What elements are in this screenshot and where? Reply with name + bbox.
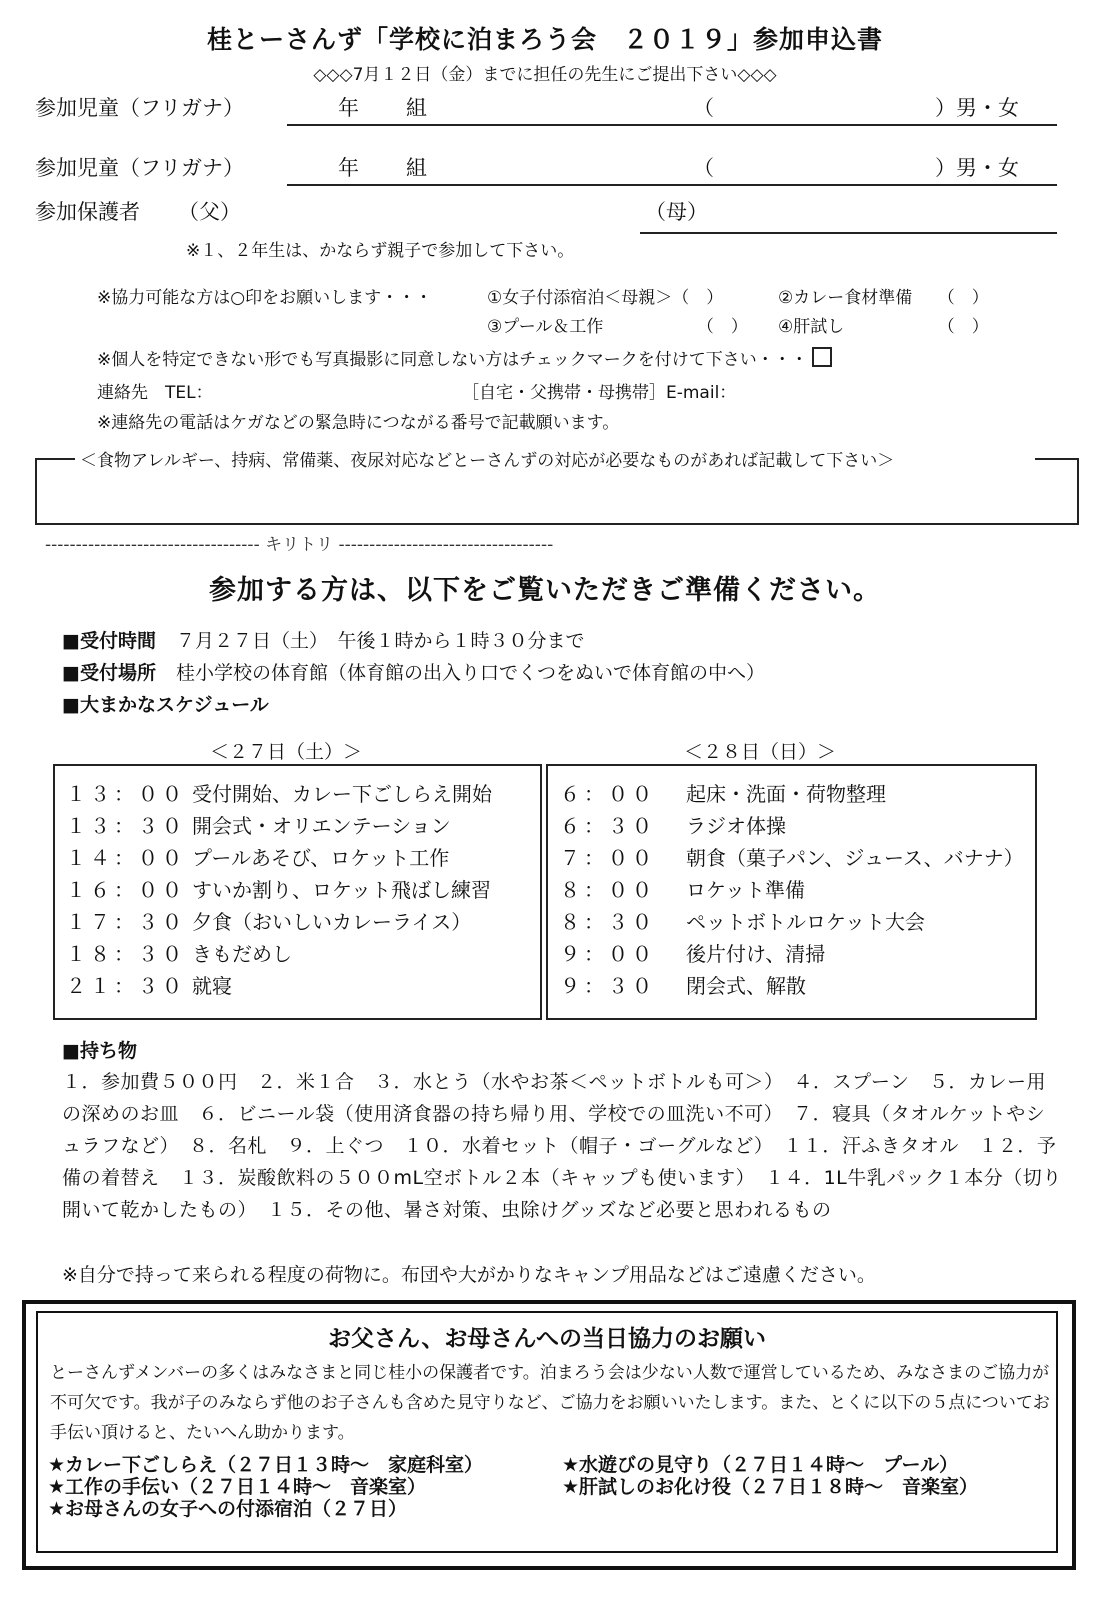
gender-choice: ）男・女 (935, 156, 1019, 180)
contact-note: ※連絡先の電話はケガなどの緊急時につながる番号で記載願います。 (97, 413, 620, 433)
day1-schedule-row (66, 906, 471, 935)
reception-place (62, 658, 765, 685)
day1-schedule-row (66, 938, 292, 967)
schedule-event: ペットボトルロケット大会 (686, 910, 925, 934)
reception-time (62, 626, 585, 653)
schedule-time: ８：００ (560, 878, 656, 902)
day2-schedule-row (560, 874, 805, 903)
schedule-time: ９：００ (560, 942, 656, 966)
schedule-time: ６：３０ (560, 814, 656, 838)
furigana-paren: （ (693, 156, 714, 180)
coop-option[interactable]: ②カレー食材準備 （ ） (778, 288, 989, 308)
day2-schedule-row (560, 938, 825, 967)
task-item: ★お母さんの女子への付添宿泊（２７日） (48, 1498, 408, 1520)
schedule-event: 夕食（おいしいカレーライス） (192, 910, 472, 934)
request-body: とーさんずメンバーの多くはみなさまと同じ桂小の保護者です。泊まろう会は少ない人数で運営しているため、みなさまのご協力が不可欠です。我が子のみならず他のお子さんも含めた見守りなど、ご協力をお願いいたします。また、とくに以下の５点についてお手伝い頂けると、たいへん助かります。 (50, 1363, 1050, 1443)
coop-intro: ※協力可能な方は○印をお願いします・・・ (97, 288, 433, 308)
day2-schedule-row (560, 970, 806, 999)
furigana-paren: （ (693, 96, 714, 120)
day1-schedule-row (66, 970, 232, 999)
day1-schedule-row (66, 778, 492, 807)
belongings-note: ※自分で持って来られる程度の荷物に。布団や大がかりなキャンプ用品などはご遠慮ください。 (62, 1264, 876, 1286)
schedule-event: 受付開始、カレー下ごしらえ開始 (192, 782, 492, 806)
schedule-event: 開会式・オリエンテーション (192, 814, 451, 838)
guardian-name-field[interactable] (640, 232, 1057, 234)
schedule-event: プールあそび、ロケット工作 (192, 846, 450, 870)
day1-schedule-row (66, 842, 449, 871)
child-label: 参加児童（フリガナ） (35, 96, 244, 120)
coop-option[interactable]: ③プール＆工作 （ ） (487, 317, 748, 337)
schedule-time: ８：３０ (560, 910, 656, 934)
child-1-name-field[interactable] (287, 124, 1057, 126)
request-title: お父さん、お母さんへの当日協力のお願い (328, 1326, 766, 1352)
schedule-time: １４：００ (66, 846, 186, 870)
day1-schedule-row (66, 874, 491, 903)
schedule-label: ■大まかなスケジュール (62, 694, 269, 716)
allergy-border (35, 458, 75, 460)
photo-optout-checkbox[interactable] (812, 347, 832, 367)
day2-schedule-row (560, 842, 1024, 871)
grade-note: ※１、２年生は、かならず親子で参加して下さい。 (186, 241, 575, 261)
schedule-time: ６：００ (560, 782, 656, 806)
schedule-time: １７：３０ (66, 910, 186, 934)
allergy-label: ＜食物アレルギー、持病、常備薬、夜尿対応などとーさんずの対応が必要なものがあれば記載して下さい＞ (80, 451, 895, 471)
reception-place-value: 桂小学校の体育館（体育館の出入り口でくつをぬいで体育館の中へ） (176, 662, 766, 684)
day1-schedule-row (66, 810, 451, 839)
task-item: ★肝試しのお化け役（２７日１８時～ 音楽室） (562, 1476, 979, 1498)
reception-time-label: ■受付時間 (62, 630, 156, 652)
day2-schedule-row (560, 906, 925, 935)
class-label: 組 (406, 156, 427, 180)
child-2-name-field[interactable] (287, 184, 1057, 186)
schedule-event: ラジオ体操 (686, 814, 786, 838)
schedule-event: ロケット準備 (686, 878, 805, 902)
grade-label: 年 (338, 96, 359, 120)
schedule-time: １６：００ (66, 878, 186, 902)
schedule-time: ２１：３０ (66, 974, 186, 998)
deadline-note: ◇◇◇7月１２日（金）までに担任の先生にご提出下さい◇◇◇ (313, 65, 777, 85)
coop-option[interactable]: ④肝試し （ ） (778, 317, 989, 337)
class-label: 組 (406, 96, 427, 120)
task-item: ★水遊びの見守り（２７日１４時～ プール） (562, 1454, 959, 1476)
schedule-event: すいか割り、ロケット飛ばし練習 (192, 878, 491, 902)
task-item: ★カレー下ごしらえ（２７日１３時～ 家庭科室） (48, 1454, 484, 1476)
day2-title: ＜２８日（日）＞ (684, 741, 837, 763)
grade-label: 年 (338, 156, 359, 180)
father-label: （父） (178, 200, 241, 224)
coop-option[interactable]: ①女子付添宿泊＜母親＞（ ） (487, 288, 724, 308)
schedule-event: 就寝 (192, 974, 232, 998)
schedule-event: 朝食（菓子パン、ジュース、バナナ） (686, 846, 1024, 870)
child-label: 参加児童（フリガナ） (35, 156, 244, 180)
schedule-time: １３：００ (66, 782, 186, 806)
mother-label: （母） (645, 200, 708, 224)
schedule-event: 後片付け、清掃 (686, 942, 826, 966)
belongings-label: ■持ち物 (62, 1040, 137, 1062)
contact-type-email: ［自宅・父携帯・母携帯］E-mail： (462, 383, 737, 403)
allergy-border (1035, 458, 1077, 460)
schedule-time: １３：３０ (66, 814, 186, 838)
schedule-event: きもだめし (192, 942, 292, 966)
day2-schedule-row (560, 778, 886, 807)
schedule-time: ７：００ (560, 846, 656, 870)
photo-consent-text: ※個人を特定できない形でも写真撮影に同意しない方はチェックマークを付けて下さい・・・ (97, 350, 808, 370)
photo-consent-note (97, 345, 832, 370)
guardian-label: 参加保護者 (35, 200, 140, 224)
cut-line: ----------------------------------- キリトリ ----------------------------------- (45, 535, 554, 555)
day2-schedule-row (560, 810, 786, 839)
schedule-event: 起床・洗面・荷物整理 (686, 782, 886, 806)
reception-place-label: ■受付場所 (62, 662, 156, 684)
info-heading: 参加する方は、以下をご覧いただきご準備ください。 (209, 575, 881, 606)
task-item: ★工作の手伝い（２７日１４時～ 音楽室） (48, 1476, 427, 1498)
schedule-time: ９：３０ (560, 974, 656, 998)
form-title: 桂とーさんず「学校に泊まろう会 ２０１９」参加申込書 (206, 25, 883, 54)
gender-choice: ）男・女 (935, 96, 1019, 120)
day1-title: ＜２７日（土）＞ (210, 741, 363, 763)
schedule-time: １８：３０ (66, 942, 186, 966)
contact-label: 連絡先 TEL： (97, 383, 213, 403)
schedule-event: 閉会式、解散 (686, 974, 806, 998)
belongings-list: １．参加費５００円 ２．米１合 ３．水とう（水やお茶＜ペットボトルも可＞） ４．スプーン ５．カレー用の深めのお皿 ６．ビニール袋（使用済食器の持ち帰り用、学校での皿洗い不可） ７．寝具（タオルケットやシュラフなど） ８．名札 ９．上ぐつ １０．水着セット（帽子・ゴーグルなど） １１．汗ふきタオル １２．予備の着替え １３．炭酸飲料の５００mL空ボトル２本（キャップも使います） １４．1L牛乳パック１本分（切り開いて乾かしたもの） １５．その他、暑さ対策、虫除けグッズなど必要と思われるもの (62, 1071, 1062, 1221)
reception-time-value: ７月２７日（土） 午後１時から１時３０分まで (176, 630, 585, 652)
